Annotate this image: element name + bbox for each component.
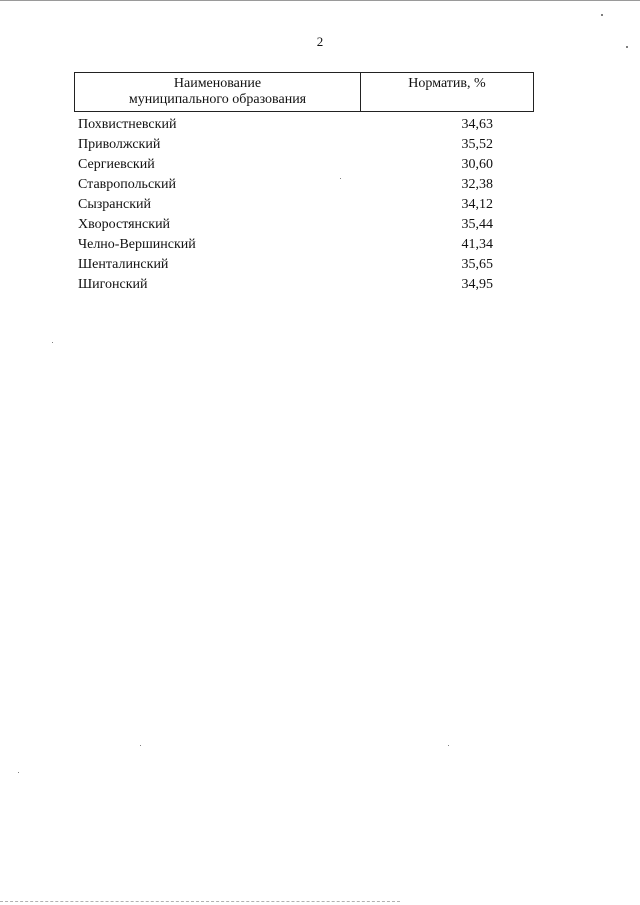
table-row [74,135,534,155]
table-row [74,115,534,135]
table-row [74,175,534,195]
row-municipality: Шигонский [78,277,148,292]
header-norm: Норматив, % [408,76,486,91]
table-row [74,255,534,275]
row-municipality: Хворостянский [78,217,171,232]
table-row [74,215,534,235]
row-municipality: Похвистневский [78,117,177,132]
row-norm-value: 32,38 [461,177,493,192]
scan-speck [18,772,19,773]
row-norm-value: 34,95 [461,277,493,292]
scan-speck [601,14,603,16]
table-body [74,115,534,295]
row-municipality: Ставропольский [78,177,176,192]
norms-table [74,72,534,295]
row-norm-value: 30,60 [461,157,493,172]
header-municipality-line1: Наименование [173,76,262,91]
row-norm-value: 35,65 [461,257,493,272]
row-norm-value: 41,34 [461,237,493,252]
scan-bottom-edge [0,901,400,903]
scan-speck [448,745,449,746]
row-norm-value: 35,44 [461,217,493,232]
page-number: 2 [316,34,324,49]
row-municipality: Сызранский [78,197,151,212]
row-municipality: Сергиевский [78,157,155,172]
table-header [74,72,534,112]
row-municipality: Челно-Вершинский [78,237,196,252]
row-municipality: Приволжский [78,137,161,152]
scan-speck [140,745,141,746]
scan-top-edge [0,0,640,1]
row-norm-value: 35,52 [461,137,493,152]
table-row [74,275,534,295]
row-norm-value: 34,63 [461,117,493,132]
table-row [74,235,534,255]
row-municipality: Шенталинский [78,257,169,272]
table-row [74,195,534,215]
scan-speck [52,342,53,343]
table-row [74,155,534,175]
header-municipality-line2: муниципального образования [128,92,307,107]
header-municipality [75,73,361,111]
row-norm-value: 34,12 [461,197,493,212]
